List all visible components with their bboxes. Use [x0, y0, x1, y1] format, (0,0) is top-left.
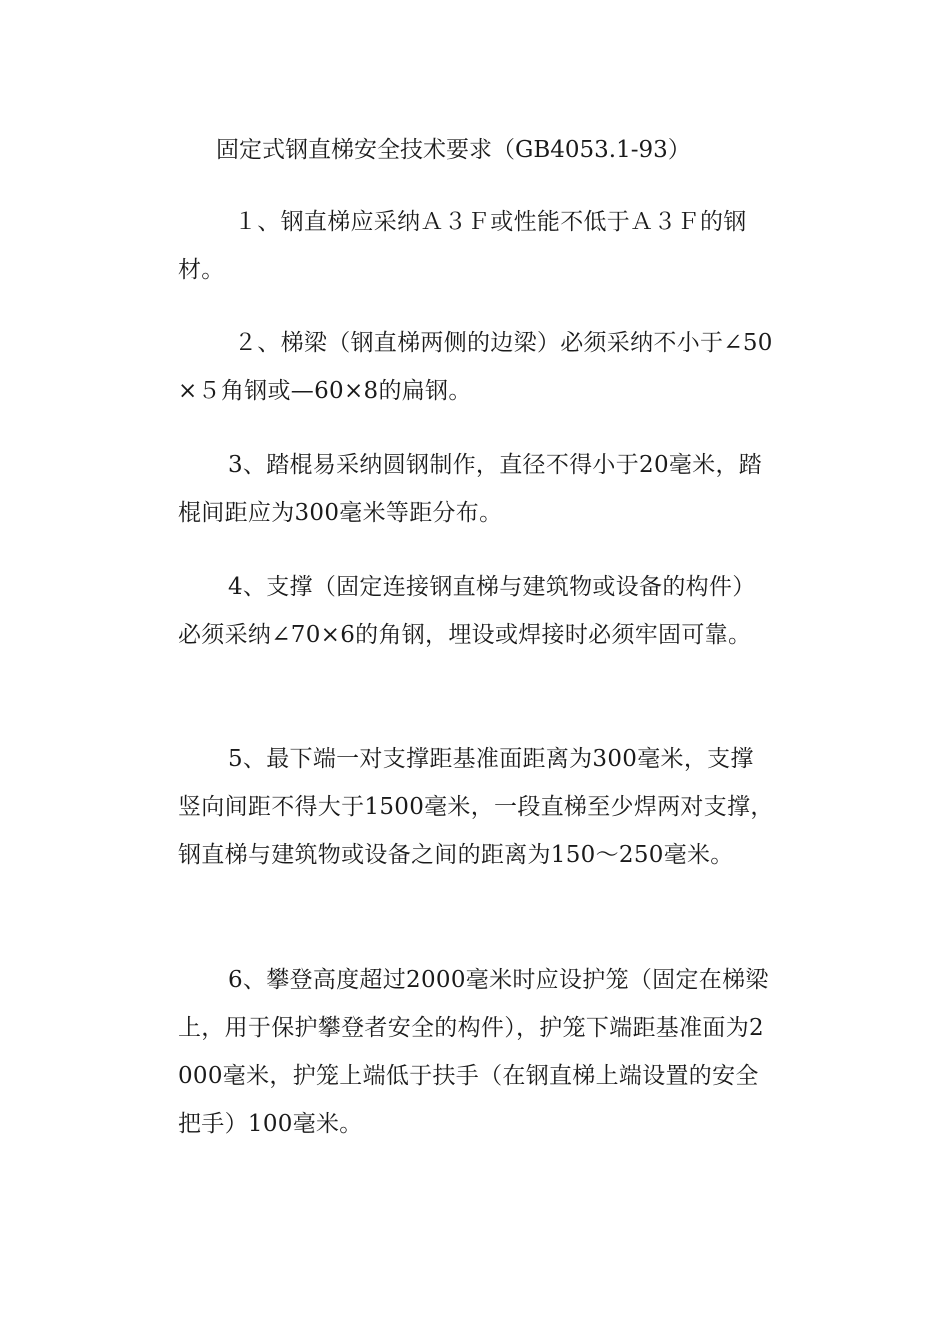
- paragraph-6-safety-cage: 6、攀登高度超过2000毫米时应设护笼（固定在梯梁上，用于保护攀登者安全的构件），护笼下端距基准面为2000毫米，护笼上端低于扶手（在钢直梯上端设置的安全把手）100毫米。: [178, 967, 769, 1137]
- document-title: 固定式钢直梯安全技术要求（GB4053.1-93）: [216, 137, 691, 163]
- paragraph-3-rungs: 3、踏棍易采纳圆钢制作，直径不得小于20毫米，踏棍间距应为300毫米等距分布。: [178, 452, 763, 526]
- paragraph-1-steel-material: １、钢直梯应采纳Ａ３Ｆ或性能不低于Ａ３Ｆ的钢材。: [178, 209, 747, 283]
- paragraph-4-supports: 4、支撑（固定连接钢直梯与建筑物或设备的构件）必须采纳∠70×6的角钢，埋设或焊接时必须牢固可靠。: [178, 574, 756, 648]
- paragraph-2-ladder-beam: ２、梯梁（钢直梯两侧的边梁）必须采纳不小于∠50×５角钢或—60×8的扁钢。: [178, 330, 773, 404]
- paragraph-5-support-spacing: 5、最下端一对支撑距基准面距离为300毫米，支撑竖向间距不得大于1500毫米，一段直梯至少焊两对支撑，钢直梯与建筑物或设备之间的距离为150～250毫米。: [178, 746, 774, 868]
